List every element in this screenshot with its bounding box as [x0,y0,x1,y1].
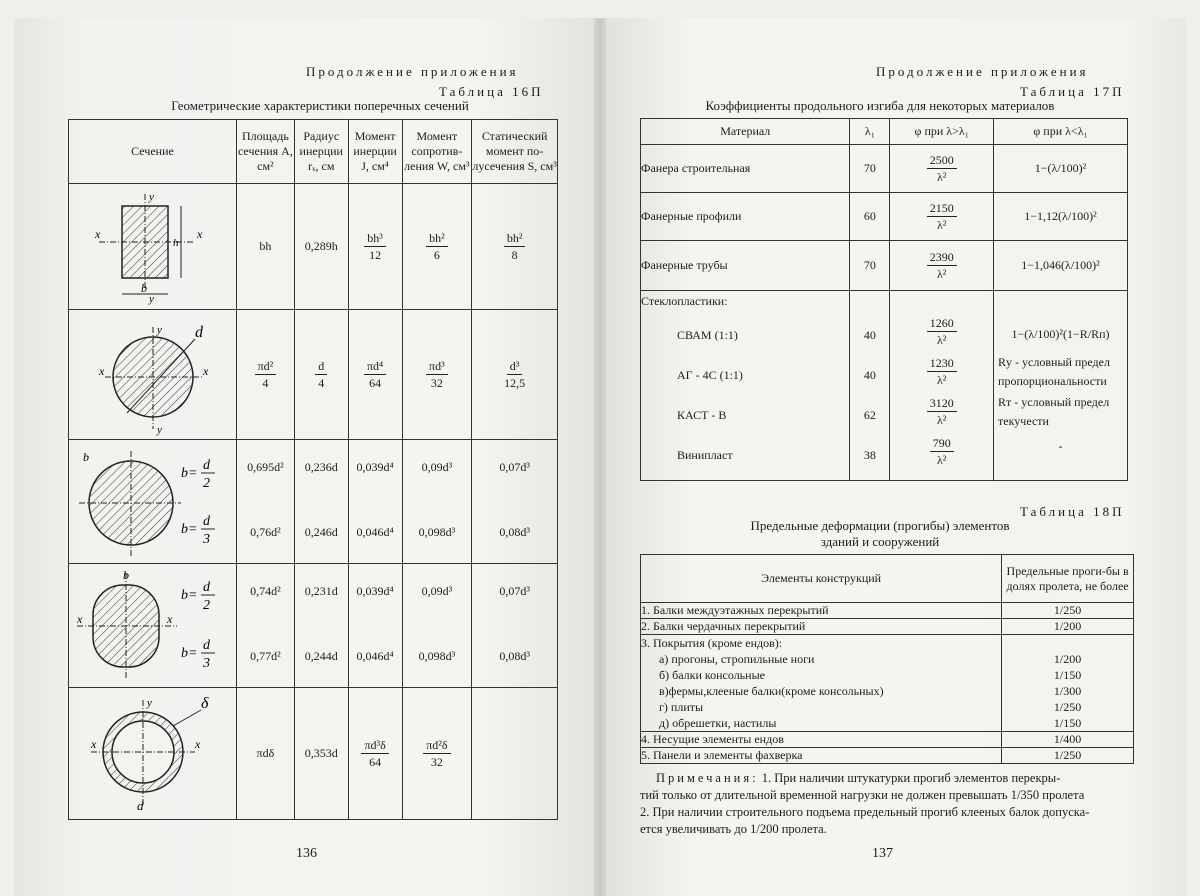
table-row: 3. Покрытия (кроме ендов): а) прогоны, стропильные ноги б) балки консольные в)фермы,клееные балки(кроме консольных) г) плиты д) обрешетки, настилы 1/200 1/150 1/300 1/250 1/150 [641,635,1134,732]
svg-text:x: x [91,736,97,751]
svg-text:2: 2 [203,475,211,491]
circle-section-figure [69,310,237,440]
header-modulus: Момент сопротив-ления W, см³ [402,120,472,184]
left-page-number: 136 [296,846,317,861]
table-row: y x x δ d πdδ 0,353d $\frac{\text{πd³δ}}{64}$ $\frac{\text{πd²δ}}{32}$ [69,688,558,820]
notes-label: Примечания: [656,771,759,785]
svg-text:d: d [203,513,211,529]
svg-text:d: d [203,579,211,595]
table-16-title: Геометрические характеристики поперечных сечений [171,98,469,113]
table-18-label: Таблица 18П [1020,504,1125,519]
table-18: Элементы конструкций Предельные проги-бы в долях пролета, не более 1. Балки междуэтажных перекрытий 1/250 2. Балки чердачных перекрытий 1/200 3. Покрытия (кроме ендов): а) прогоны, стропильные ноги б) балки консольные в)фермы,клееные балки(кроме консольных) г) плиты д) обрешетки, настилы 1/200 1/150 1/300 1/250 1/150 4. Несущие элементы ендов 1/400 5. Панели и элементы фахверка 1/250 [640,554,1134,764]
table-18-notes: Примечания: 1. При наличии штукатурки прогиб элементов перекры- тий только от длительной временной нагрузки не должен превышать 1/350 пролета 2. При наличии строительного подъема предельный прогиб клееных балок допуска- ется увеличивать до 1/200 пролета. [640,771,1090,836]
svg-text:x: x [77,611,83,626]
cut-circle-section-figure [69,440,237,564]
svg-text:b: b [83,449,90,464]
svg-text:b=: b= [181,587,198,603]
book-gutter [594,18,606,896]
table-row: Фанера строительная 70 $\frac{2500}{\text{λ²}}$ 1−(λ/100)² [641,145,1128,193]
table-row: Фанерные профили 60 $\frac{2150}{\text{λ²}}$ 1−1,12(λ/100)² [641,193,1128,241]
table-18-title-line2: зданий и сооружений [820,534,940,549]
svg-text:b=: b= [181,521,198,537]
svg-text:y: y [149,292,155,305]
dim-b-label: b [141,280,148,295]
table-row: 1. Балки междуэтажных перекрытий 1/250 [641,603,1134,619]
svg-text:x: x [203,363,209,378]
table-row: Стеклопластики: СВАМ (1:1) АГ - 4С (1:1) КАСТ - В Винипласт 40 40 62 38 $\frac{1260}{\text{λ²}}$ $\frac{1230}{\text{λ²}}$ $\frac{3120}{\text{λ²}}$ $\frac{790}{\text{λ²}}$ 1−(λ/100)²(1−R/Rп) Rу - условный предел пропорциональности Rт - условный предел текучести - [641,291,1128,481]
svg-text:d: d [203,637,211,653]
dim-delta-label: δ [201,694,209,712]
table-row: y y x x h b bh 0,289h $\frac{\text{bh³}}{12}$ $\frac{\text{bh²}}{6}$ $\frac{\text{bh²}}{8}$ [69,184,558,310]
flat-cut-circle-section-figure [69,564,237,688]
svg-text:y: y [157,423,163,436]
right-running-head: Продолжение приложения [876,64,1089,79]
svg-text:d: d [137,797,144,813]
svg-text:b: b [123,567,130,582]
svg-text:x: x [167,611,173,626]
left-running-head: Продолжение приложения [306,64,519,79]
svg-text:3: 3 [203,655,211,671]
svg-text:x: x [99,363,105,378]
header-radius: Радиус инерции rₓ, см [294,120,348,184]
table-17-label: Таблица 17П [1020,84,1125,99]
svg-text:y: y [157,323,163,336]
rectangle-section-figure [69,184,237,310]
svg-text:2: 2 [203,597,211,613]
svg-text:b=: b= [181,645,198,661]
table-16 [68,119,558,820]
thin-ring-section-figure [69,688,237,820]
right-page-number: 137 [872,846,893,861]
table-row: 4. Несущие элементы ендов 1/400 [641,732,1134,748]
svg-text:3: 3 [203,531,211,547]
table-row: x x b b= d 2 b= d 3 0,74d² 0,77d² 0,231d 0,244d 0,039d⁴ 0,046d⁴ 0,09d³ 0,098d³ 0,07d³ 0,08d³ [69,564,558,688]
header-static: Статический момент по-лусечения S, см³ [472,120,558,184]
svg-text:x: x [195,736,201,751]
table-16-label: Таблица 16П [439,84,544,99]
table-row: 2. Балки чердачных перекрытий 1/200 [641,619,1134,635]
header-area: Площадь сечения A, см² [236,120,294,184]
table-row: b b= d 2 b= d 3 0,695d² 0,76d² 0,236d 0,246d 0,039d⁴ 0,046d⁴ 0,09d³ 0,098d³ 0,07d³ 0,08d³ [69,440,558,564]
table-row: Фанерные трубы 70 $\frac{2390}{\text{λ²}}$ 1−1,046(λ/100)² [641,241,1128,291]
header-inertia: Момент инерции J, см⁴ [348,120,402,184]
dim-h-label: h [173,236,179,249]
axis-x-label: x [95,226,101,241]
table-17-title: Коэффициенты продольного изгиба для некоторых материалов [705,98,1055,113]
table-row: 5. Панели и элементы фахверка 1/250 [641,748,1134,764]
svg-text:b=: b= [181,465,198,481]
table-row: y y x x d $\frac{\text{πd²}}{4}$ $\frac{d}{4}$ $\frac{\text{πd⁴}}{64}$ $\frac{\text{πd³}}{32}$ $\frac{\text{d³}}{12,5}$ [69,310,558,440]
svg-text:d: d [203,457,211,473]
axis-y-label: y [149,190,155,203]
table-18-title-line1: Предельные деформации (прогибы) элементов [750,518,1010,533]
svg-text:x: x [197,226,203,241]
dim-d-label: d [195,323,204,341]
svg-text:y: y [147,696,153,709]
table-17: Материал λ₁ φ при λ>λ₁ φ при λ<λ₁ Фанера строительная 70 $\frac{2500}{\text{λ²}}$ 1−(λ/100)² Фанерные профили 60 $\frac{2150}{\text{λ²}}$ 1−1,12(λ/100)² Фанерные трубы 70 $\frac{2390}{\text{λ²}}$ 1−1,046(λ/100)² Стеклопластики: СВАМ (1:1) АГ - 4С (1:1) КАСТ - В Винипласт 40 40 62 38 $\frac{1260}{\text{λ²}}$ $\frac{1230}{\text{λ²}}$ $\frac{3120}{\text{λ²}}$ $\frac{790}{\text{λ²}}$ 1−(λ/100)²(1−R/Rп) Rу - условный предел пропорциональности Rт - условный предел текучести - [640,118,1128,481]
header-section: Сечение [69,120,237,184]
